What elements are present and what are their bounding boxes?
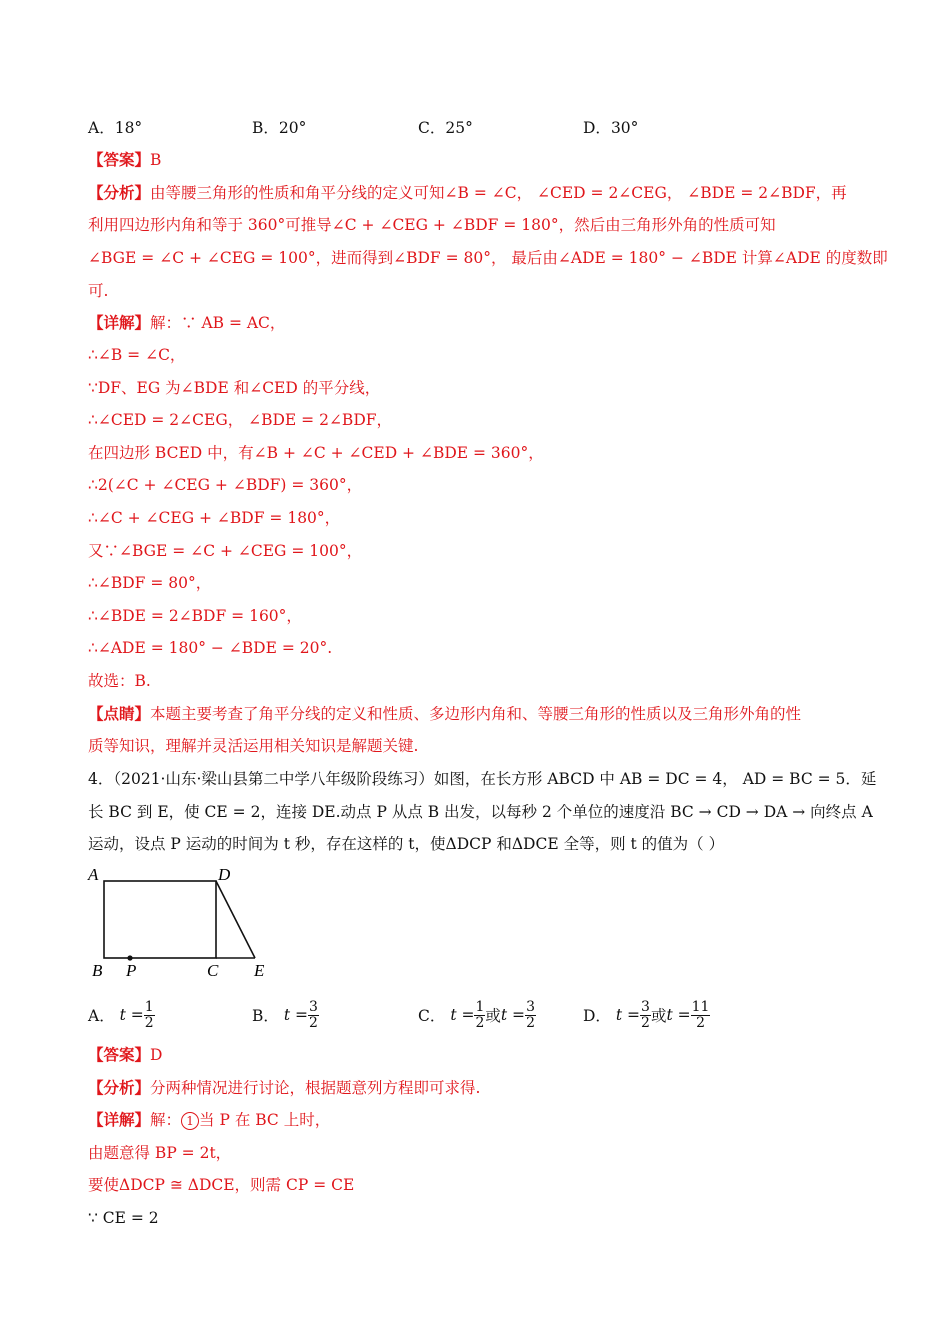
label-c: C [207,961,219,980]
q4-answer: 【答案】D [88,1045,163,1064]
q4-detail-line: 要使ΔDCP ≅ ΔDCE，则需 CP = CE [88,1176,355,1194]
circled-number: 1 [181,1112,199,1130]
q3-comment-line: 【点睛】本题主要考查了角平分线的定义和性质、多边形内角和、等腰三角形的性质以及三角形外角的性 [88,704,802,723]
label-e: E [254,961,265,980]
label-p: P [126,961,137,980]
q4-option-b: B． t = $\frac{3}{2}$ [252,998,318,1031]
segment-de [216,881,255,958]
q3-analysis-line: ∠BGE = ∠C + ∠CEG = 100°，进而得到∠BDF = 80°， 最后由∠ADE = 180° − ∠BDE 计算∠ADE 的度数即 [88,249,888,267]
q3-analysis-line: 利用四边形内角和等于 360°可推导∠C + ∠CEG + ∠BDF = 180°，然后由三角形外角的性质可知 [88,216,776,234]
label-d: D [218,865,231,884]
q3-detail-line: 【详解】解：∵ AB = AC， [88,313,286,332]
q3-detail-line: ∴∠C + ∠CEG + ∠BDF = 180°， [88,509,341,527]
q3-analysis-line: 可. [88,282,109,300]
q3-detail-line: 在四边形 BCED 中，有∠B + ∠C + ∠CED + ∠BDE = 360°， [88,444,544,462]
q4-stem-line: 4．（2021·山东·梁山县第二中学八年级阶段练习）如图，在长方形 ABCD 中 AB = DC = 4， AD = BC = 5．延 [88,770,877,788]
point-p-dot [127,955,132,960]
q4-detail-line: ∵ CE = 2 [88,1209,159,1227]
q3-option-d: D．30° [583,119,639,137]
q3-detail-line: 故选：B. [88,672,151,690]
q3-detail-line: ∴2(∠C + ∠CEG + ∠BDF) = 360°， [88,476,363,494]
q4-option-d: D． t = $\frac{3}{2}$ 或 t = $\frac{11}{2}$ [583,998,710,1031]
q3-detail-line: ∴∠ADE = 180° − ∠BDE = 20°. [88,639,333,657]
q3-option-c: C．25° [418,119,473,137]
label-b: B [92,961,103,980]
q4-detail-line: 由题意得 BP = 2t， [88,1144,232,1162]
q3-option-b: B．20° [252,119,307,137]
q3-detail-line: ∴∠BDE = 2∠BDF = 160°， [88,607,302,625]
q3-comment-line: 质等知识，理解并灵活运用相关知识是解题关键. [88,737,419,755]
q3-answer: 【答案】B [88,150,162,169]
q4-stem-line: 运动，设点 P 运动的时间为 t 秒，存在这样的 t，使ΔDCP 和ΔDCE 全等，则 t 的值为（ ） [88,835,725,853]
q3-analysis-line: 【分析】由等腰三角形的性质和角平分线的定义可知∠B = ∠C， ∠CED = 2∠CEG， ∠BDE = 2∠BDF，再 [88,183,847,202]
q3-detail-line: ∴∠BDF = 80°， [88,574,212,592]
q3-detail-line: ∵DF、EG 为∠BDE 和∠CED 的平分线， [88,379,381,397]
q4-stem-line: 长 BC 到 E，使 CE = 2，连接 DE.动点 P 从点 B 出发，以每秒 2 个单位的速度沿 BC → CD → DA → 向终点 A [88,803,873,821]
q3-detail-line: 又∵∠BGE = ∠C + ∠CEG = 100°， [88,542,363,560]
q4-analysis: 【分析】分两种情况进行讨论，根据题意列方程即可求得. [88,1078,481,1097]
q3-detail-line: ∴∠CED = 2∠CEG， ∠BDE = 2∠BDF， [88,411,393,429]
q4-option-c: C． t = $\frac{1}{2}$ 或 t = $\frac{3}{2}$ [418,998,535,1031]
q3-option-a: A．18° [88,119,143,137]
q4-detail-line: 【详解】解： 1 当 P 在 BC 上时， [88,1110,331,1129]
q4-geometry-figure [80,860,280,985]
q3-detail-line: ∴∠B = ∠C， [88,346,186,364]
rectangle-abcd [104,881,216,958]
q4-option-a: A． t = $\frac{1}{2}$ [88,998,154,1031]
label-a: A [88,865,99,884]
